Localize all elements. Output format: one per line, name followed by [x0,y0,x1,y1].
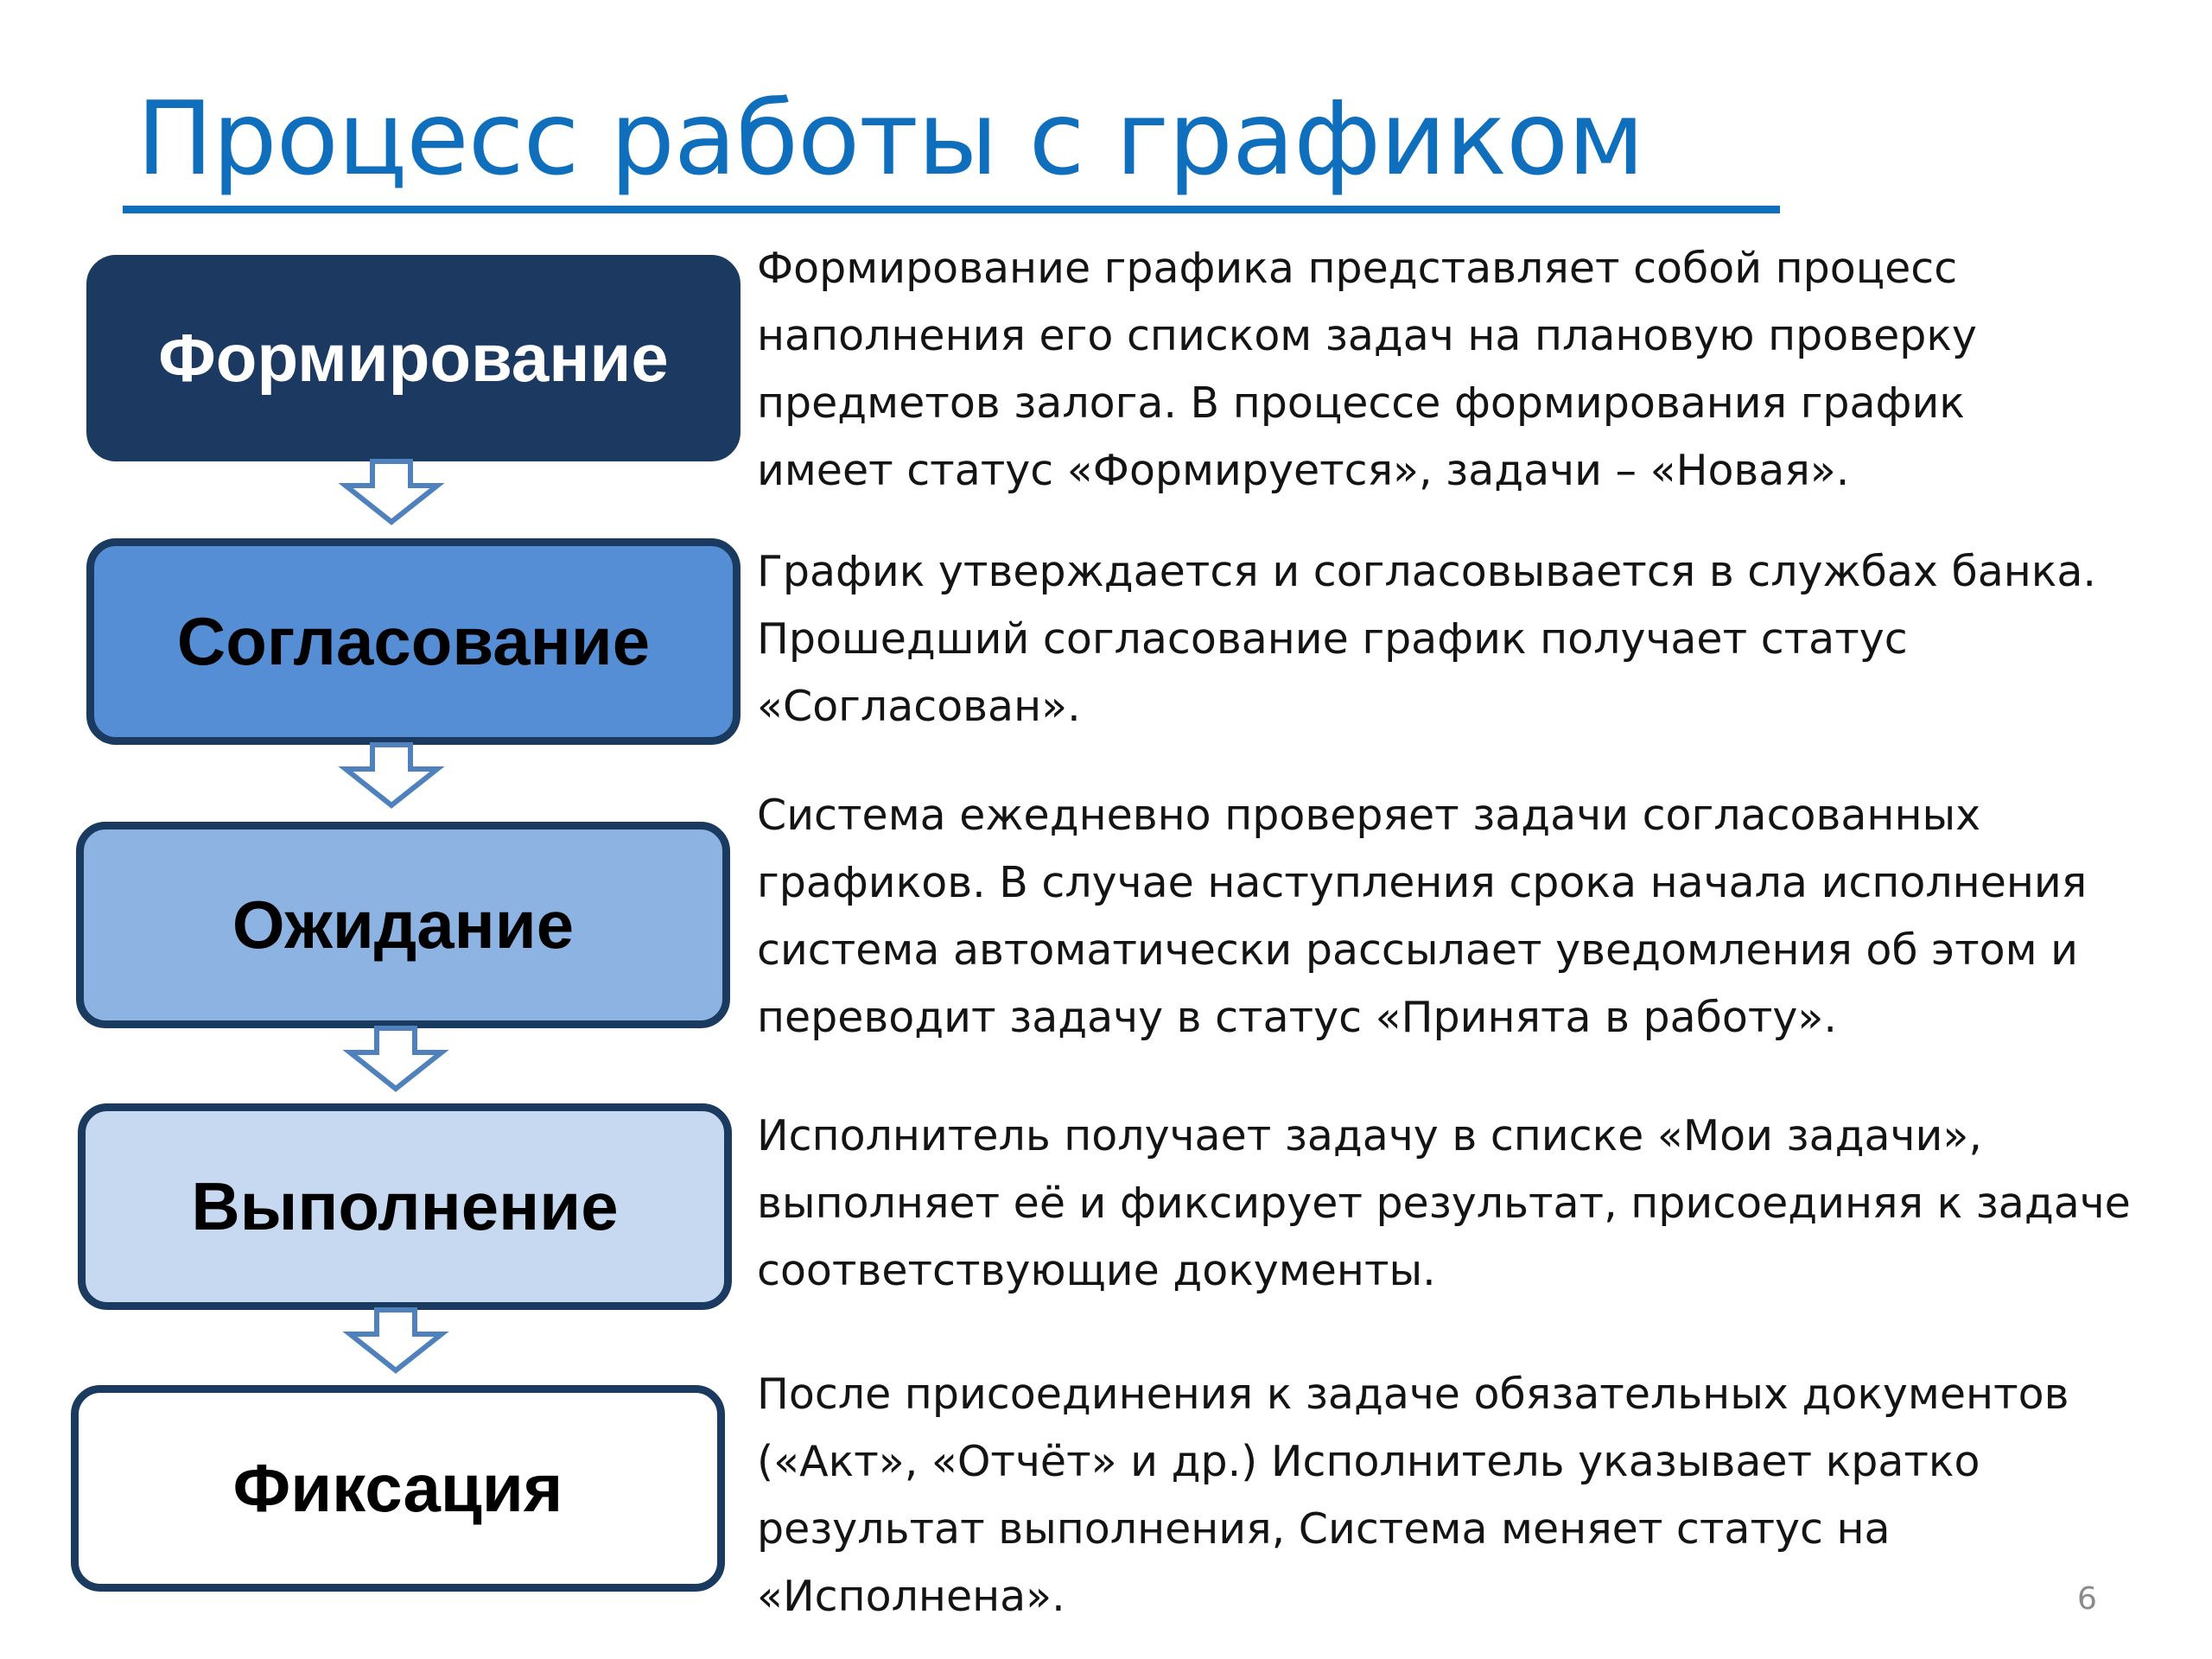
description-line: Прошедший согласование график получает статус [757,614,1908,664]
step-label: Согласование [176,603,651,679]
down-arrow-icon [340,1025,452,1094]
step-description-soglasovanie [757,538,2096,741]
title-underline [123,206,1780,213]
step-label: Фиксация [232,1450,563,1526]
description-line: «Согласован». [757,682,1081,731]
description-line: система автоматически рассылает уведомления об этом и [757,925,2078,975]
description-line: результат выполнения, Система меняет статус на [757,1504,1891,1554]
page-number: 6 [2077,1581,2097,1617]
step-label: Формирование [158,320,669,396]
description-line: имеет статус «Формируется», задачи – «Новая». [757,446,1850,495]
description-line: Исполнитель получает задачу в списке «Мои задачи», [757,1111,1982,1160]
description-line: предметов залога. В процессе формирования график [757,378,1965,428]
step-box-soglasovanie [86,538,741,745]
description-line: соответствующие документы. [757,1246,1436,1295]
description-line: График утверждается и согласовывается в службах банка. [757,547,2096,596]
step-box-formirovanie [86,255,741,461]
down-arrow-icon [335,741,448,810]
step-label: Выполнение [191,1168,619,1244]
description-line: Формирование графика представляет собой процесс [757,244,1958,293]
description-line: выполняет её и фиксирует результат, присоединяя к задаче [757,1179,2131,1228]
step-label: Ожидание [232,887,575,963]
down-arrow-icon [335,458,448,527]
step-description-ozhidanie [757,782,2087,1052]
slide-title: Процесс работы с графиком [137,79,1644,198]
step-description-vypolnenie [757,1103,2131,1305]
description-line: После присоединения к задаче обязательных документов [757,1370,2069,1419]
description-line: переводит задачу в статус «Принята в работу». [757,993,1837,1042]
step-box-vypolnenie [78,1103,732,1310]
step-description-formirovanie [757,235,1977,505]
step-box-ozhidanie [76,822,730,1028]
description-line: Система ежедневно проверяет задачи согласованных [757,791,1981,840]
description-line: «Исполнена». [757,1572,1065,1621]
step-description-fiksatsiya [757,1361,2069,1630]
down-arrow-icon [340,1306,452,1376]
description-line: («Акт», «Отчёт» и др.) Исполнитель указывает кратко [757,1437,1980,1486]
description-line: графиков. В случае наступления срока начала исполнения [757,858,2088,907]
step-box-fiksatsiya [71,1385,725,1592]
description-line: наполнения его списком задач на плановую проверку [757,311,1977,360]
